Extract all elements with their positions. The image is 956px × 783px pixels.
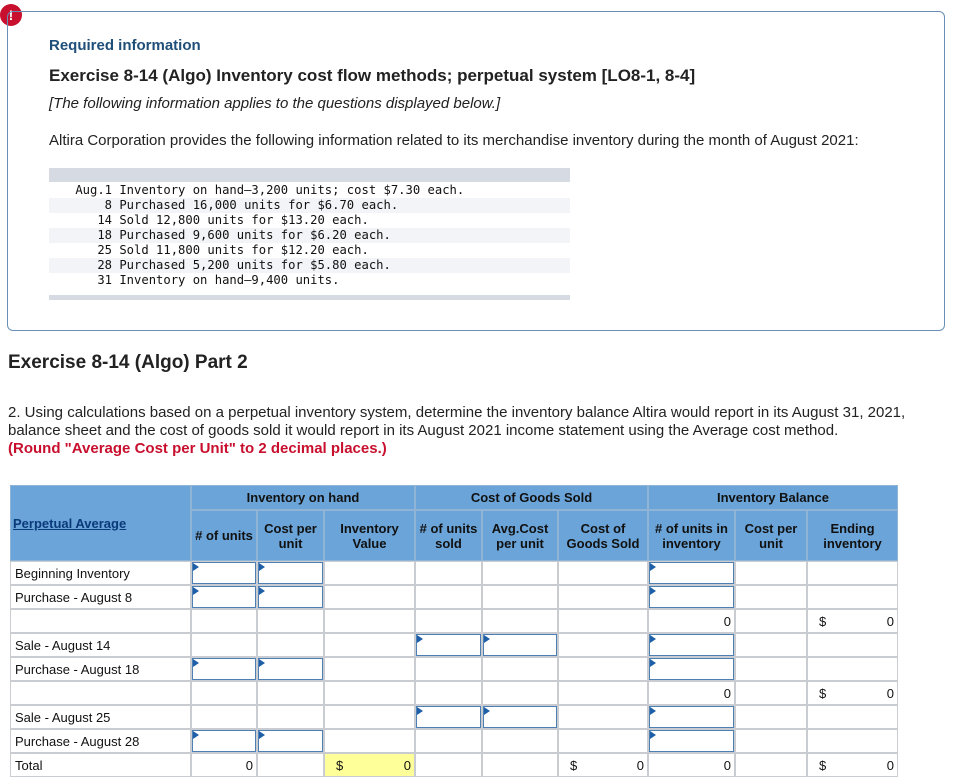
problem-description: Altira Corporation provides the following information related to its merchandise inventory during the month of August 2021: <box>49 132 859 149</box>
answer-input[interactable] <box>416 706 481 728</box>
answer-input[interactable] <box>649 562 734 584</box>
group-header-cogs: Cost of Goods Sold <box>415 485 648 510</box>
table-cell <box>415 609 482 633</box>
row-subtotal-2-label <box>10 681 191 705</box>
exercise-title: Exercise 8-14 (Algo) Inventory cost flow methods; perpetual system [LO8-1, 8-4] <box>49 66 696 85</box>
table-cell <box>482 729 558 753</box>
table-cell <box>415 681 482 705</box>
question-text: 2. Using calculations based on a perpetual inventory system, determine the inventory balance Altira would report in its August 31, 2021, balance sheet and the cost of goods sold it would report in its August 2021 income statement using the Average cost method. (Round "Average Cost per Unit" to 2 decimal places.) <box>8 404 906 457</box>
total-cogs-dollar-sign: $ <box>570 758 578 773</box>
answer-input[interactable] <box>483 706 557 728</box>
table-cell <box>558 609 648 633</box>
col-header-units-in-inventory: # of units in inventory <box>648 510 735 561</box>
table-cell <box>807 561 898 585</box>
table-cell <box>558 561 648 585</box>
table-cell <box>482 585 558 609</box>
part-title: Exercise 8-14 (Algo) Part 2 <box>8 352 248 373</box>
total-ending-dollar-sign: $ <box>819 758 827 773</box>
table-cell <box>324 681 415 705</box>
subtotal-units: 0 <box>723 686 731 701</box>
table-cell <box>191 633 257 657</box>
col-header-ending-inventory: Ending inventory <box>807 510 898 561</box>
table-cell <box>735 609 807 633</box>
answer-input[interactable] <box>192 658 256 680</box>
table-cell <box>415 753 482 777</box>
answer-input[interactable] <box>258 730 323 752</box>
table-cell <box>735 585 807 609</box>
table-cell <box>807 633 898 657</box>
table-cell <box>735 753 807 777</box>
answer-input[interactable] <box>258 562 323 584</box>
table-cell <box>257 609 324 633</box>
table-cell <box>257 681 324 705</box>
col-header-avg-cost: Avg.Cost per unit <box>482 510 558 561</box>
table-cell <box>807 657 898 681</box>
total-cogs-value: 0 <box>636 758 644 773</box>
table-cell <box>324 633 415 657</box>
perpetual-average-header: Perpetual Average <box>13 515 127 531</box>
answer-input[interactable] <box>649 634 734 656</box>
answer-input[interactable] <box>192 586 256 608</box>
col-header-cost-per-unit: Cost per unit <box>257 510 324 561</box>
data-band-top <box>49 168 570 182</box>
answer-input[interactable] <box>649 730 734 752</box>
subtotal-dollar-sign: $ <box>819 614 827 629</box>
row-purchase-aug18-label: Purchase - August 18 <box>10 657 191 681</box>
table-cell <box>191 681 257 705</box>
table-cell <box>735 681 807 705</box>
answer-input[interactable] <box>258 586 323 608</box>
table-cell <box>735 705 807 729</box>
data-line: 28 Purchased 5,200 units for $5.80 each. <box>49 258 570 273</box>
table-cell <box>415 585 482 609</box>
table-cell <box>324 561 415 585</box>
answer-input[interactable] <box>649 658 734 680</box>
table-cell <box>735 633 807 657</box>
table-cell <box>482 609 558 633</box>
table-cell <box>257 753 324 777</box>
info-note: [The following information applies to the questions displayed below.] <box>49 95 501 112</box>
data-line: 31 Inventory on hand—9,400 units. <box>97 273 340 287</box>
table-cell <box>191 705 257 729</box>
table-cell <box>482 657 558 681</box>
answer-input[interactable] <box>192 562 256 584</box>
total-inv-dollar-sign: $ <box>336 758 344 773</box>
row-purchase-aug8-label: Purchase - August 8 <box>10 585 191 609</box>
data-line: 8 Purchased 16,000 units for $6.70 each. <box>49 198 570 213</box>
total-ending-inventory: 0 <box>886 758 894 773</box>
row-sale-aug25-label: Sale - August 25 <box>10 705 191 729</box>
table-cell <box>324 705 415 729</box>
inventory-data-list <box>49 183 570 288</box>
rounding-instruction: (Round "Average Cost per Unit" to 2 decimal places.) <box>8 440 387 457</box>
table-cell <box>191 609 257 633</box>
col-header-cogs: Cost of Goods Sold <box>558 510 648 561</box>
row-purchase-aug28-label: Purchase - August 28 <box>10 729 191 753</box>
table-cell <box>558 633 648 657</box>
required-info-label: Required information <box>49 37 201 54</box>
col-header-units: # of units <box>191 510 257 561</box>
subtotal-ending-inventory: 0 <box>886 614 894 629</box>
subtotal-units: 0 <box>723 614 731 629</box>
col-header-inventory-value: Inventory Value <box>324 510 415 561</box>
total-inventory-value: 0 <box>403 758 411 773</box>
col-header-units-sold: # of units sold <box>415 510 482 561</box>
row-total-label: Total <box>10 753 191 777</box>
table-cell <box>558 585 648 609</box>
table-cell <box>558 681 648 705</box>
table-cell <box>415 561 482 585</box>
data-line: Aug.1 Inventory on hand—3,200 units; cost $7.30 each. <box>75 183 465 197</box>
table-cell <box>482 753 558 777</box>
answer-input[interactable] <box>649 586 734 608</box>
data-line: 14 Sold 12,800 units for $13.20 each. <box>97 213 369 227</box>
table-cell <box>324 657 415 681</box>
table-cell <box>807 729 898 753</box>
table-cell <box>324 585 415 609</box>
row-sale-aug14-label: Sale - August 14 <box>10 633 191 657</box>
data-line: 18 Purchased 9,600 units for $6.20 each. <box>49 228 570 243</box>
table-cell <box>324 609 415 633</box>
total-units-in-inventory: 0 <box>723 758 731 773</box>
table-cell <box>735 561 807 585</box>
subtotal-dollar-sign: $ <box>819 686 827 701</box>
table-cell <box>257 633 324 657</box>
table-cell <box>807 705 898 729</box>
table-cell <box>807 585 898 609</box>
table-cell <box>558 729 648 753</box>
row-subtotal-1-label <box>10 609 191 633</box>
table-cell <box>415 657 482 681</box>
alert-icon: ! <box>0 4 22 26</box>
answer-input[interactable] <box>416 634 481 656</box>
row-beginning-label: Beginning Inventory <box>10 561 191 585</box>
table-cell <box>558 657 648 681</box>
answer-input[interactable] <box>258 658 323 680</box>
col-header-bal-cost-per-unit: Cost per unit <box>735 510 807 561</box>
table-cell <box>482 681 558 705</box>
data-line: 25 Sold 11,800 units for $12.20 each. <box>97 243 369 257</box>
table-cell <box>735 657 807 681</box>
table-cell <box>257 705 324 729</box>
table-cell <box>482 561 558 585</box>
group-header-on-hand: Inventory on hand <box>191 485 415 510</box>
answer-input[interactable] <box>649 706 734 728</box>
table-cell <box>735 729 807 753</box>
table-cell <box>324 729 415 753</box>
data-band-bottom <box>49 295 570 300</box>
total-units: 0 <box>245 758 253 773</box>
answer-input[interactable] <box>192 730 256 752</box>
table-cell <box>415 729 482 753</box>
table-cell <box>558 705 648 729</box>
subtotal-ending-inventory: 0 <box>886 686 894 701</box>
answer-input[interactable] <box>483 634 557 656</box>
group-header-balance: Inventory Balance <box>648 485 898 510</box>
